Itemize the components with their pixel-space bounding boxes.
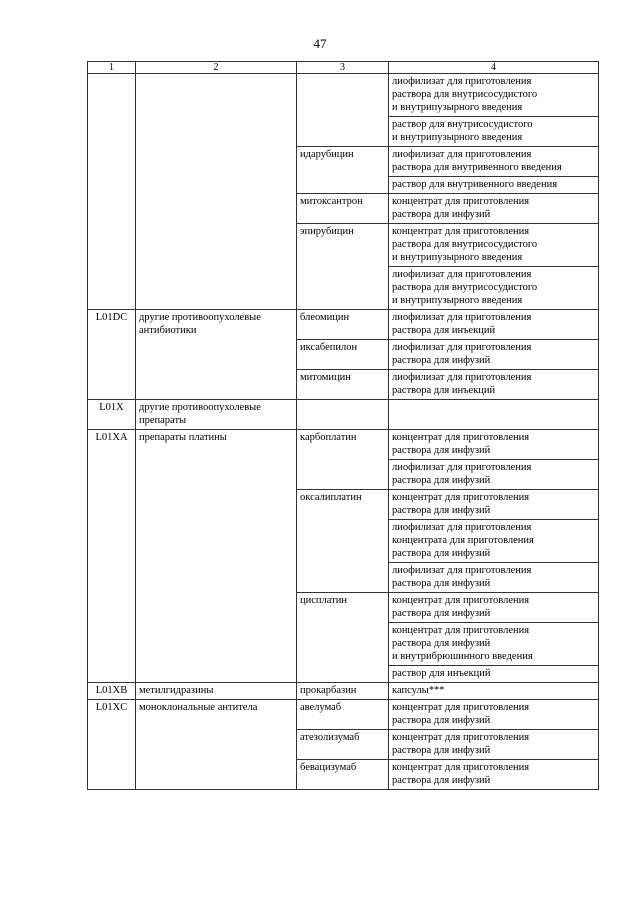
table-row: [88, 310, 599, 340]
drug-name-cell: иксабепилон: [297, 340, 389, 370]
dosage-form-cell: лиофилизат для приготовления раствора для инъекций: [389, 370, 599, 400]
page-number: 47: [313, 36, 327, 51]
drug-name-cell: идарубицин: [297, 147, 389, 194]
dosage-form-cell: лиофилизат для приготовления раствора для инфузий: [389, 563, 599, 593]
drug-name-cell: оксалиплатин: [297, 490, 389, 593]
dosage-form-cell: концентрат для приготовления раствора для инфузий и внутрибрюшинного введения: [389, 623, 599, 666]
atc-code-cell: L01DC: [88, 310, 136, 400]
drug-name-cell: митоксантрон: [297, 194, 389, 224]
drug-name-cell: прокарбазин: [297, 683, 389, 700]
dosage-form-cell: раствор для инъекций: [389, 666, 599, 683]
table-row: [88, 683, 599, 700]
drug-group-cell: метилгидразины: [136, 683, 297, 700]
dosage-form-cell: концентрат для приготовления раствора для инфузий: [389, 760, 599, 790]
drug-group-cell: препараты платины: [136, 430, 297, 683]
drug-name-cell: блеомицин: [297, 310, 389, 340]
drug-name-cell: цисплатин: [297, 593, 389, 683]
dosage-form-cell: [389, 400, 599, 430]
dosage-form-cell: концентрат для приготовления раствора для инфузий: [389, 593, 599, 623]
atc-code-cell: [88, 74, 136, 310]
table-header-row: [88, 62, 599, 74]
drug-table: [87, 61, 599, 790]
table-row: [88, 700, 599, 730]
atc-code-cell: L01XC: [88, 700, 136, 790]
column-header: 2: [136, 62, 297, 74]
dosage-form-cell: лиофилизат для приготовления раствора для внутрисосудистого и внутрипузырного введения: [389, 267, 599, 310]
dosage-form-cell: лиофилизат для приготовления раствора для инфузий: [389, 460, 599, 490]
dosage-form-cell: лиофилизат для приготовления раствора для внутрисосудистого и внутрипузырного введения: [389, 74, 599, 117]
table-row: [88, 400, 599, 430]
drug-name-cell: [297, 74, 389, 147]
table-row: [88, 74, 599, 117]
atc-code-cell: L01XB: [88, 683, 136, 700]
dosage-form-cell: концентрат для приготовления раствора для инфузий: [389, 430, 599, 460]
dosage-form-cell: концентрат для приготовления раствора для инфузий: [389, 194, 599, 224]
drug-group-cell: другие противоопухолевые антибиотики: [136, 310, 297, 400]
column-header: 4: [389, 62, 599, 74]
atc-code-cell: L01XA: [88, 430, 136, 683]
drug-name-cell: эпирубицин: [297, 224, 389, 310]
drug-name-cell: авелумаб: [297, 700, 389, 730]
dosage-form-cell: концентрат для приготовления раствора для инфузий: [389, 490, 599, 520]
column-header: 3: [297, 62, 389, 74]
dosage-form-cell: концентрат для приготовления раствора для инфузий: [389, 730, 599, 760]
dosage-form-cell: лиофилизат для приготовления раствора для инфузий: [389, 340, 599, 370]
drug-name-cell: [297, 400, 389, 430]
dosage-form-cell: лиофилизат для приготовления концентрата для приготовления раствора для инфузий: [389, 520, 599, 563]
atc-code-cell: L01X: [88, 400, 136, 430]
drug-name-cell: атезолизумаб: [297, 730, 389, 760]
dosage-form-cell: раствор для внутривенного введения: [389, 177, 599, 194]
table-row: [88, 430, 599, 460]
dosage-form-cell: концентрат для приготовления раствора для инфузий: [389, 700, 599, 730]
drug-name-cell: карбоплатин: [297, 430, 389, 490]
column-header: 1: [88, 62, 136, 74]
dosage-form-cell: концентрат для приготовления раствора для внутрисосудистого и внутрипузырного введения: [389, 224, 599, 267]
dosage-form-cell: раствор для внутрисосудистого и внутрипузырного введения: [389, 117, 599, 147]
dosage-form-cell: лиофилизат для приготовления раствора для внутривенного введения: [389, 147, 599, 177]
drug-group-cell: другие противоопухолевые препараты: [136, 400, 297, 430]
drug-name-cell: бевацизумаб: [297, 760, 389, 790]
dosage-form-cell: капсулы***: [389, 683, 599, 700]
drug-name-cell: митомицин: [297, 370, 389, 400]
drug-group-cell: моноклональные антитела: [136, 700, 297, 790]
drug-group-cell: [136, 74, 297, 310]
dosage-form-cell: лиофилизат для приготовления раствора для инъекций: [389, 310, 599, 340]
